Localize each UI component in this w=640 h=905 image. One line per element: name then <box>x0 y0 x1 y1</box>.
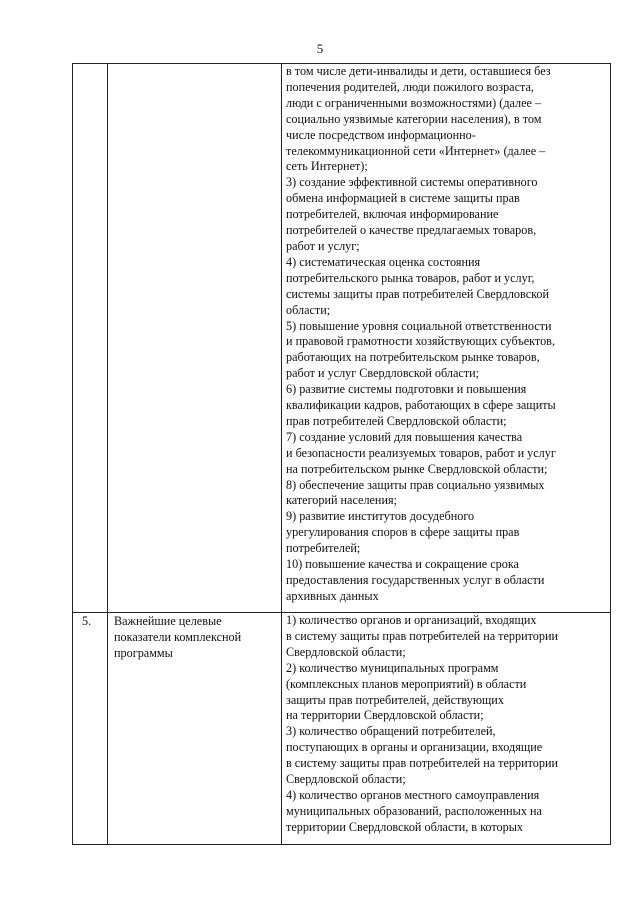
text-line: 6) развитие системы подготовки и повышения <box>286 382 527 397</box>
text-line: на территории Свердловской области; <box>286 708 484 723</box>
row-number-cell <box>73 64 108 613</box>
row-label-cell <box>108 613 282 845</box>
text-line: социально уязвимые категории населения), в том <box>286 111 542 126</box>
text-line: в том числе дети-инвалиды и дети, оставшиеся без <box>286 64 551 78</box>
text-line: сеть Интернет); <box>286 159 368 174</box>
text-line: 1) количество органов и организаций, входящих <box>286 613 537 627</box>
table-row <box>73 64 611 613</box>
text-line: 7) создание условий для повышения качества <box>286 429 523 444</box>
text-line: урегулирования споров в сфере защиты прав <box>286 525 520 540</box>
text-line: в систему защиты прав потребителей на территории <box>286 756 559 771</box>
text-line: предоставления государственных услуг в области <box>286 573 545 587</box>
text-line: люди с ограниченными возможностями) (далее – <box>286 95 542 110</box>
text-line: 3) количество обращений потребителей, <box>286 724 496 739</box>
text-line: архивных данных <box>286 588 379 603</box>
text-line: муниципальных образований, расположенных на <box>286 803 542 818</box>
text-line: работающих на потребительском рынке товаров, <box>286 350 540 365</box>
text-line: потребителей о качестве предлагаемых товаров, <box>286 223 537 238</box>
text-line: работ и услуг; <box>286 238 360 253</box>
program-table <box>72 63 611 845</box>
text-line: Свердловской области; <box>286 644 406 659</box>
text-line: обмена информацией в системе защиты прав <box>286 191 520 206</box>
text-line: 9) развитие институтов досудебного <box>286 509 475 524</box>
text-line: прав потребителей Свердловской области; <box>286 413 507 428</box>
text-line: квалификации кадров, работающих в сфере защиты <box>286 398 556 413</box>
text-line: потребителей, включая информирование <box>286 207 499 222</box>
row-label-cell <box>108 64 282 613</box>
label-line: программы <box>114 645 173 660</box>
text-line: потребительского рынка товаров, работ и услуг, <box>286 270 535 285</box>
text-line: Свердловской области; <box>286 772 406 787</box>
text-line: работ и услуг Свердловской области; <box>286 366 480 381</box>
row-number: 5. <box>82 614 92 628</box>
text-line: поступающих в органы и организации, входящие <box>286 740 543 755</box>
text-line: области; <box>286 302 331 317</box>
page-number: 5 <box>316 41 324 56</box>
label-line: Важнейшие целевые <box>114 614 222 628</box>
text-line: (комплексных планов мероприятий) в области <box>286 676 527 691</box>
text-line: защиты прав потребителей, действующих <box>286 692 504 707</box>
text-line: 3) создание эффективной системы оперативного <box>286 175 538 190</box>
row-text-cell <box>282 613 611 845</box>
text-line: и правовой грамотности хозяйствующих субъектов, <box>286 334 555 349</box>
text-line: территории Свердловской области, в которых <box>286 819 523 834</box>
text-line: категорий населения; <box>286 493 397 508</box>
row-text-cell <box>282 64 611 613</box>
table-row <box>73 613 611 845</box>
text-line: 4) количество органов местного самоуправления <box>286 787 540 802</box>
text-line: в систему защиты прав потребителей на территории <box>286 628 559 643</box>
text-line: 10) повышение качества и сокращение срока <box>286 557 519 572</box>
label-line: показатели комплексной <box>114 629 242 644</box>
text-line: 5) повышение уровня социальной ответственности <box>286 318 552 333</box>
row-number-cell <box>73 613 108 845</box>
text-line: 2) количество муниципальных программ <box>286 660 499 675</box>
text-line: системы защиты прав потребителей Свердловской <box>286 286 550 301</box>
text-line: числе посредством информационно- <box>286 127 476 142</box>
text-line: и безопасности реализуемых товаров, работ и услуг <box>286 445 556 460</box>
text-line: на потребительском рынке Свердловской области; <box>286 461 548 476</box>
text-line: 4) систематическая оценка состояния <box>286 254 481 269</box>
text-line: потребителей; <box>286 541 361 556</box>
text-line: 8) обеспечение защиты прав социально уязвимых <box>286 477 545 492</box>
text-line: телекоммуникационной сети «Интернет» (далее – <box>286 143 546 158</box>
text-line: попечения родителей, люди пожилого возраста, <box>286 79 534 94</box>
